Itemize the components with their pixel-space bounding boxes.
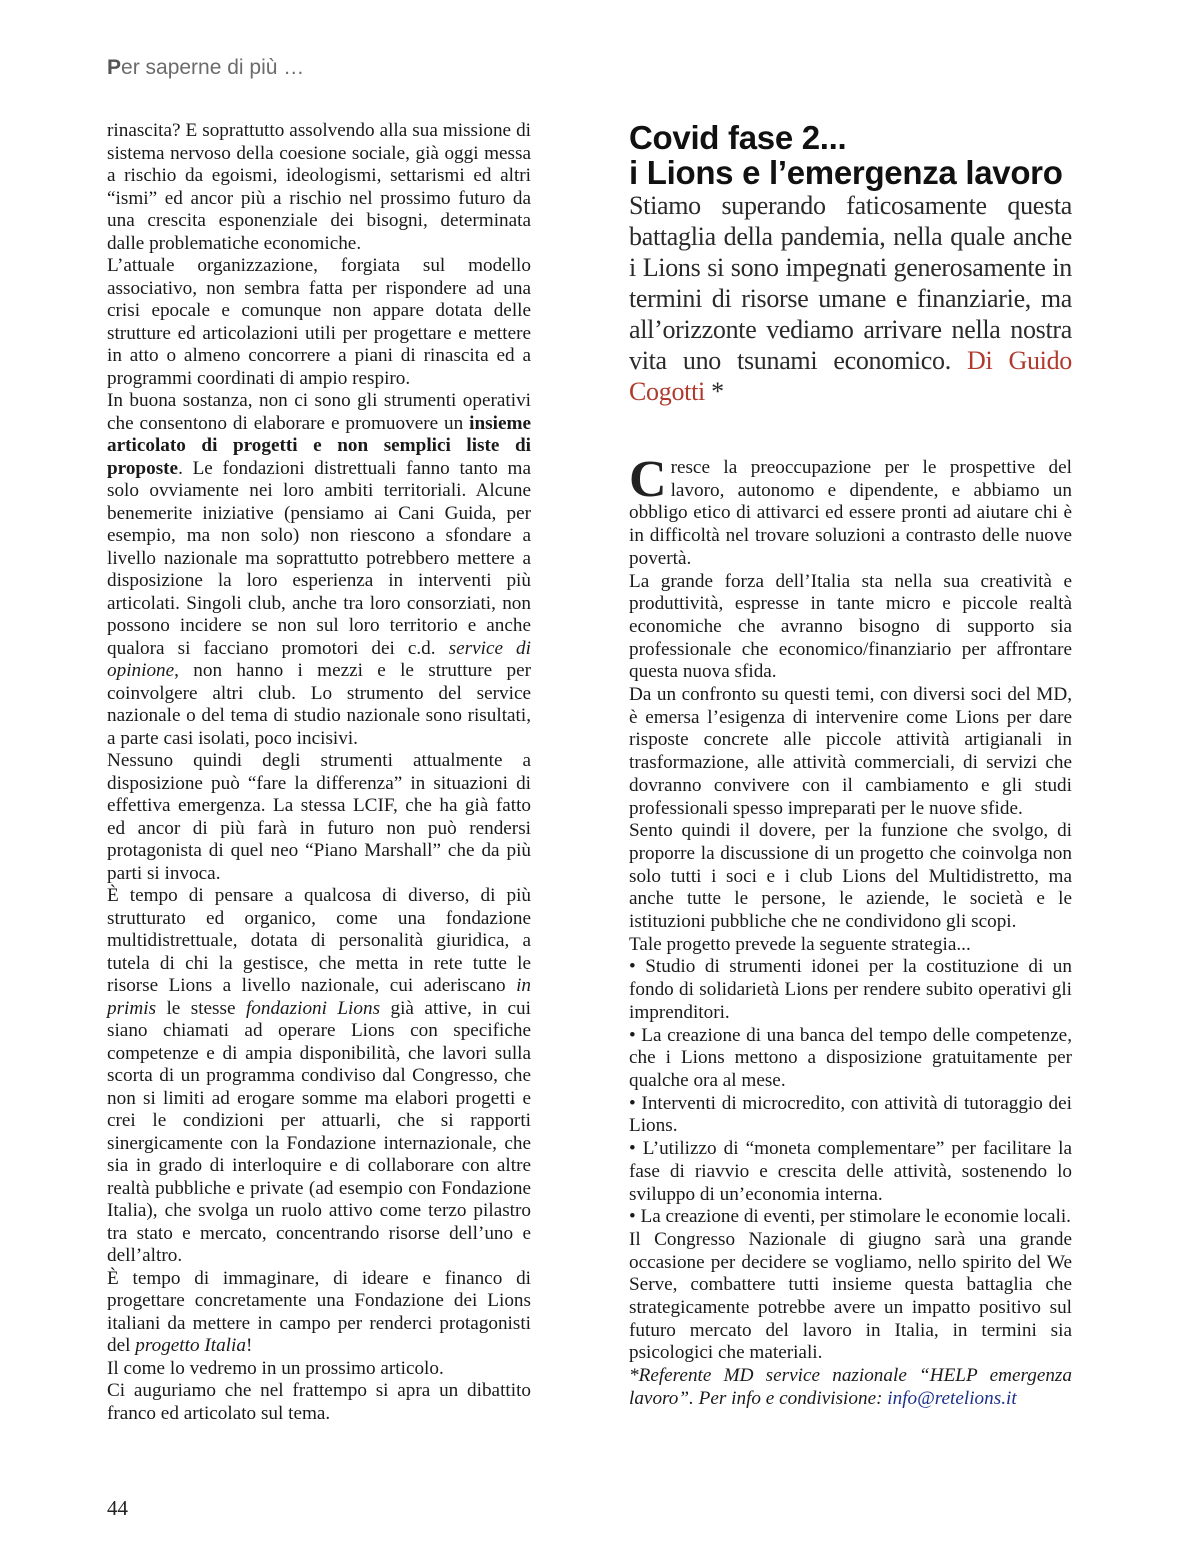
footnote-text: *Referente MD service nazionale “HELP emergenza lavoro”. Per info e condivisione: xyxy=(629,1365,1072,1409)
author-asterisk: * xyxy=(704,377,724,406)
bullet-item: • Interventi di microcredito, con attività di tutoraggio dei Lions. xyxy=(629,1092,1072,1137)
left-paragraph-3 xyxy=(107,390,531,750)
article-paragraph-4: Sento quindi il dovere, per la funzione che svolgo, di proporre la discussione di un progetto che coinvolga non solo tutti i soci e i club Lions del Multidistretto, ma anche tutte le persone, le aziende, le società e le istituzioni pubbliche che ne condividono gli scopi. xyxy=(629,820,1072,933)
italic-run: fondazioni Lions xyxy=(245,997,381,1019)
left-paragraph-5 xyxy=(107,885,531,1268)
left-paragraph-8: Ci auguriamo che nel frattempo si apra un dibattito franco ed articolato sul tema. xyxy=(107,1380,531,1424)
bullet-item: • La creazione di eventi, per stimolare le economie locali. xyxy=(629,1206,1071,1228)
author-byline: Di Guido Cogotti xyxy=(629,346,1072,406)
header-text: er saperne di più … xyxy=(121,56,305,79)
left-paragraph-1: rinascita? E soprattutto assolvendo alla sua missione di sistema nervoso della coesione sociale, già oggi messa a rischio da egoismi, ideologismi, settarismi ed altri “ismi” ed ancor più a rischio nel prossimo futuro da una crescita esponenziale dei bisogni, determinata dalle problematiche economiche. xyxy=(107,120,531,254)
intro-text: Stiamo superando faticosamente questa battaglia della pandemia, nella quale anche i Lions si sono impegnati generosamente in termini di risorse umane e finanziarie, ma all’orizzonte vediamo arrivare nella nostra vita uno tsunami economico. xyxy=(629,191,1072,375)
bullet-item: • La creazione di una banca del tempo delle competenze, che i Lions mettono a disposizione gratuitamente per qualche ora al mese. xyxy=(629,1024,1072,1091)
section-header xyxy=(107,56,304,80)
article-paragraph-1 xyxy=(629,451,1072,571)
bullet-item: • L’utilizzo di “moneta complementare” per facilitare la fase di riavvio e crescita delle attività, sostenendo lo sviluppo di un’economia interna. xyxy=(629,1138,1072,1205)
text-run: resce la preoccupazione per le prospettive del lavoro, autonomo e dipendente, e abbiamo un obbligo etico di attivarci ed essere pronti ad aiutare chi è in difficoltà nel trovare soluzioni a contrasto delle nuove povertà. xyxy=(629,457,1072,569)
left-paragraph-7: Il come lo vedremo in un prossimo articolo. xyxy=(107,1357,444,1379)
text-run: È tempo di pensare a qualcosa di diverso, di più strutturato ed organico, come una fondazione multidistrettuale, dotata di personalità giuridica, a tutela di chi la gestisce, che metta in rete tutte le risorse Lions a livello nazionale, cui aderiscano xyxy=(107,885,531,996)
article-paragraph-2: La grande forza dell’Italia sta nella sua creatività e produttività, espresse in tante micro e piccole realtà economiche che avranno bisogno di supporto sia professionale che economico/finanziario per affrontare questa nuova sfida. xyxy=(629,570,1072,683)
bold-run: insieme articolato di progetti e non semplici liste di proposte xyxy=(107,412,531,479)
article-paragraph-5: Tale progetto prevede la seguente strategia... xyxy=(629,933,971,955)
article-paragraph-6: Il Congresso Nazionale di giugno sarà una grande occasione per decidere se vogliamo, nello spirito del We Serve, combattere tutti insieme questa battaglia che strategicamente potrebbe avere un impatto positivo sul futuro mercato del lavoro in Italia, in termini sia psicologici che materiali. xyxy=(629,1228,1072,1364)
article-column xyxy=(629,120,1072,1411)
email-link[interactable]: info@retelions.it xyxy=(887,1387,1017,1409)
article-intro xyxy=(629,190,1072,407)
text-run: In buona sostanza, non ci sono gli strumenti operativi che consentono di elaborare e promuovere un xyxy=(107,390,531,434)
header-initial: P xyxy=(107,56,122,79)
italic-run: service di opinione xyxy=(107,637,531,681)
footnote xyxy=(629,1365,1072,1410)
text-run: già attive, in cui siano chiamati ad operare Lions con specifiche competenze e di ampia disponibilità, che lavori sulla scorta di un programma condiviso dal Congresso, che non si limiti ad erogare somme ma elabori progetti e crei le condizioni per attuarli, che si rapporti sinergicamente con la Fondazione internazionale, che sia in grado di interloquire e di collaborare con altre realtà pubbliche e private (ad esempio con Fondazione Italia), che svolga un ruolo attivo come terzo pilastro tra stato e mercato, concentrando risorse dell’uno e dell’altro. xyxy=(107,997,531,1266)
title-line-2: i Lions e l’emergenza lavoro xyxy=(629,154,1063,191)
left-paragraph-6 xyxy=(107,1268,531,1358)
page-number: 44 xyxy=(107,1496,128,1520)
left-column xyxy=(107,120,531,1425)
italic-run: progetto Italia xyxy=(135,1335,246,1356)
article-title xyxy=(629,120,1072,190)
text-run: . Le fondazioni distrettuali fanno tanto ma solo ovviamente nei loro ambiti territoriali. Alcune benemerite iniziative (pensiamo ai Cani Guida, per esempio, ma non solo) non riescono a sfondare a livello nazionale ma soprattutto potrebbero mettere a disposizione la loro esperienza in interventi più articolati. Singoli club, anche tra loro consorziati, non possono incidere se non sul loro territorio e anche qualora si facciano promotori dei c.d. xyxy=(107,457,531,659)
article-paragraph-3: Da un confronto su questi temi, con diversi soci del MD, è emersa l’esigenza di intervenire come Lions per dare risposte concrete alle piccole attività artigianali in trasformazione, alle attività commerciali, di servizi che dovranno convivere con il cambiamento e gli studi professionali spesso impreparati per le nuove sfide. xyxy=(629,684,1072,819)
left-paragraph-4: Nessuno quindi degli strumenti attualmente a disposizione può “fare la differenza” in situazioni di effettiva emergenza. La stessa LCIF, che ha già fatto ed ancor di più farà in futuro non può rendersi protagonista di quel neo “Piano Marshall” che da più parti si invoca. xyxy=(107,750,531,884)
title-line-1: Covid fase 2... xyxy=(629,119,847,156)
bullet-item: • Studio di strumenti idonei per la costituzione di un fondo di solidarietà Lions per rendere subito operativi gli imprenditori. xyxy=(629,956,1072,1023)
italic-run: in primis xyxy=(107,975,531,1019)
left-paragraph-2: L’attuale organizzazione, forgiata sul modello associativo, non sembra fatta per rispondere ad una crisi epocale e comunque non appare dotata delle strutture ed articolazioni utili per progettare e mettere in atto o almeno concorrere a piani di rinascita ed a programmi coordinati di ampio respiro. xyxy=(107,255,531,389)
drop-cap: C xyxy=(629,451,667,508)
text-run: le stesse xyxy=(156,997,246,1019)
text-run: ! xyxy=(245,1335,253,1356)
article-body xyxy=(629,451,1072,1365)
text-run: , non hanno i mezzi e le strutture per coinvolgere altri club. Lo strumento del service nazionale o del tema di studio nazionale sono risultati, a parte casi isolati, poco incisivi. xyxy=(107,660,531,749)
text-run: È tempo di immaginare, di ideare e financo di progettare concretamente una Fondazione dei Lions italiani da mettere in campo per renderci protagonisti del xyxy=(107,1267,531,1356)
